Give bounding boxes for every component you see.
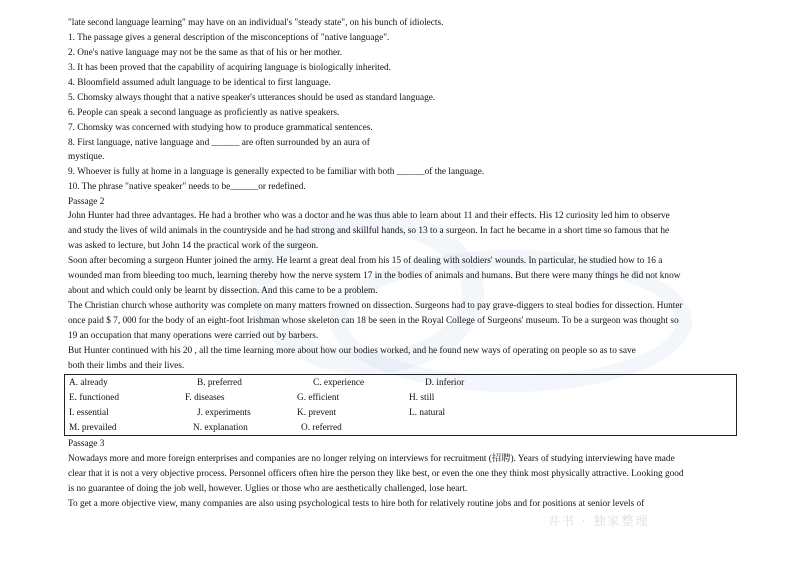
passage-2-line: was asked to lecture, but John 14 the practical work of the surgeon.	[68, 241, 319, 251]
passage-2-heading: Passage 2	[68, 197, 105, 207]
passage-2-line: wounded man from bleeding too much, learning thereby how the nerve system 17 in the bodies of animals and humans. But there were many things he did not know	[68, 271, 681, 281]
question-line: 3. It has been proved that the capability of acquiring language is biologically inherited.	[68, 63, 391, 73]
question-line: 1. The passage gives a general description of the misconceptions of "native language".	[68, 33, 390, 43]
passage-2-line: John Hunter had three advantages. He had a brother who was a doctor and he was thus able to learn about 11 and their effects. His 12 curiosity led him to observe	[68, 211, 670, 221]
word-bank-option: G. efficient	[297, 393, 340, 403]
passage-3-heading: Passage 3	[68, 439, 105, 449]
word-bank-option: J. experiments	[197, 408, 251, 418]
word-bank-option: B. preferred	[197, 378, 242, 388]
word-bank-box	[64, 374, 737, 436]
passage-2-line: once paid $ 7, 000 for the body of an eight-foot Irishman whose skeleton can 18 be seen in the Royal College of Surgeons' museum. To be a surgeon was thought so	[68, 316, 679, 326]
passage-2-line: both their limbs and their lives.	[68, 361, 185, 371]
question-line: 8. First language, native language and ______ are often surrounded by an aura of	[68, 138, 370, 148]
word-bank-option: C. experience	[313, 378, 365, 388]
question-line: 4. Bloomfield assumed adult language to be identical to first language.	[68, 78, 331, 88]
word-bank-option: E. functioned	[69, 393, 120, 403]
passage-2-line: about and which could only be learnt by dissection. And this came to be a problem.	[68, 286, 378, 296]
question-line: 2. One's native language may not be the same as that of his or her mother.	[68, 48, 343, 58]
passage-2-line: 19 an occupation that many operations were carried out by barbers.	[68, 331, 319, 341]
question-line: 5. Chomsky always thought that a native speaker's utterances should be used as standard language.	[68, 93, 436, 103]
word-bank-option: I. essential	[69, 408, 109, 418]
word-bank-option: O. referred	[301, 423, 342, 433]
passage-2-line: But Hunter continued with his 20 , all the time learning more about how our bodies worked, and he found new ways of operating on people so as to save	[68, 346, 636, 356]
passage-2-line: and study the lives of wild animals in the countryside and he had strong and skillful hands, so 13 to a surgeon. In fact he became in a short time so famous that he	[68, 226, 670, 236]
word-bank-option: L. natural	[409, 408, 446, 418]
word-bank-option: A. already	[69, 378, 108, 388]
passage-3-line: is no guarantee of doing the job well, however. Uglies or those who are aesthetically challenged, lose heart.	[68, 484, 468, 494]
passage-3-line: To get a more objective view, many companies are also using psychological tests to hire both for relatively routine jobs and for positions at senior levels of	[68, 499, 645, 509]
passage-2-line: The Christian church whose authority was complete on many matters frowned on dissection. Surgeons had to pay grave-diggers to steal bodies for dissection. Hunter	[68, 301, 683, 311]
watermark-text: 井书 · 独家整理	[548, 514, 650, 528]
word-bank-option: N. explanation	[193, 423, 248, 433]
word-bank-option: D. inferior	[425, 378, 465, 388]
passage-2-line: Soon after becoming a surgeon Hunter joined the army. He learnt a great deal from his 15 of dealing with soldiers' wounds. In particular, he studied how to 16 a	[68, 256, 663, 266]
question-line: 7. Chomsky was concerned with studying how to produce grammatical sentences.	[68, 123, 373, 133]
question-line: mystique.	[68, 152, 105, 162]
question-line: 6. People can speak a second language as proficiently as native speakers.	[68, 108, 340, 118]
passage-3-line: Nowadays more and more foreign enterprises and companies are no longer relying on interviews for recruitment (招聘). Years of studying interviewing have made	[68, 454, 675, 464]
intro-line: "late second language learning" may have on an individual's "steady state", on his bunch of idiolects.	[68, 18, 444, 28]
word-bank-option: F. diseases	[185, 393, 225, 403]
question-line: 9. Whoever is fully at home in a language is generally expected to be familiar with both ______of the language.	[68, 167, 485, 177]
passage-3-line: clear that it is not a very objective process. Personnel officers often hire the person they like best, or even the one they think most physically attractive. Looking good	[68, 469, 684, 479]
question-line: 10. The phrase "native speaker" needs to be______or redefined.	[68, 182, 306, 192]
word-bank-option: M. prevailed	[69, 423, 117, 433]
word-bank-option: H. still	[409, 393, 435, 403]
word-bank-option: K. prevent	[297, 408, 337, 418]
